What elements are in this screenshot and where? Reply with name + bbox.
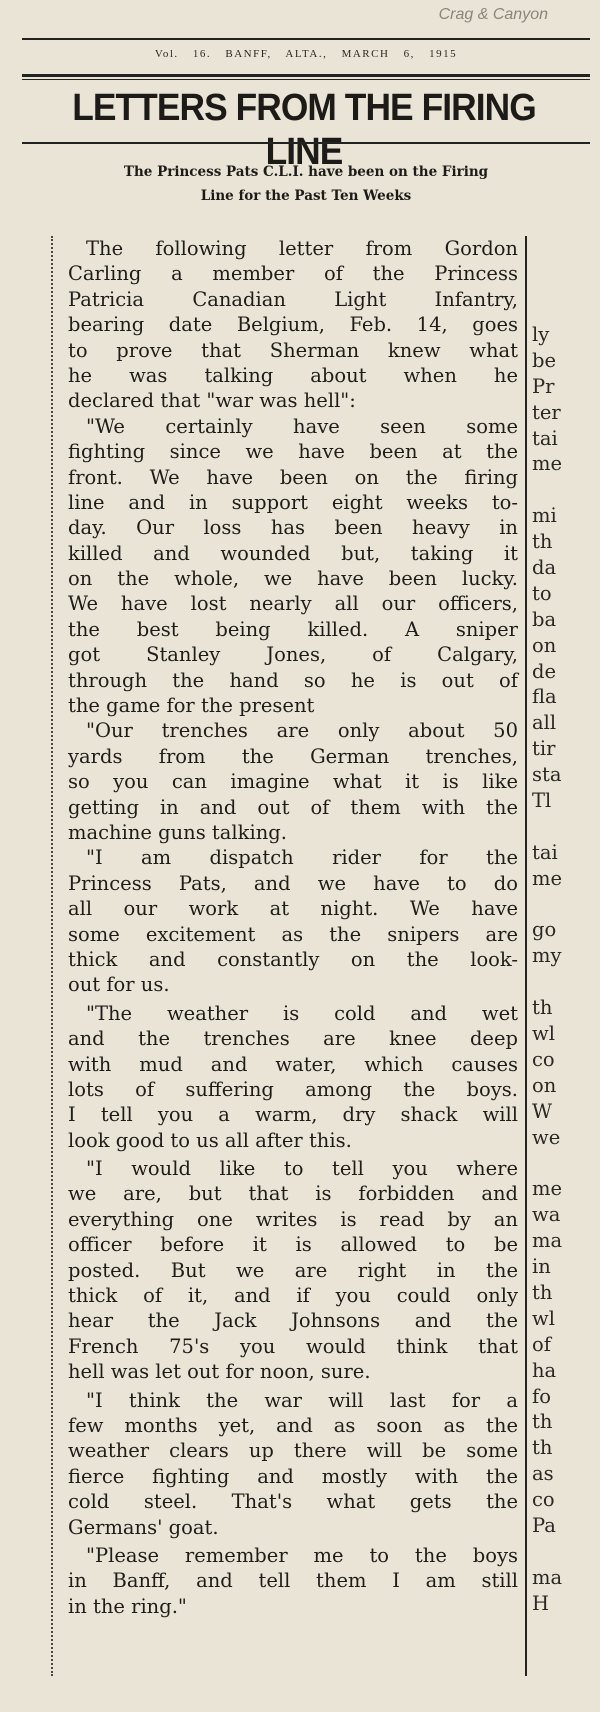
article-line: killed and wounded but, taking it xyxy=(68,541,518,565)
fragment-line: on xyxy=(532,633,557,657)
article-line: Princess Pats, and we have to do xyxy=(68,871,518,895)
right-column-rule xyxy=(525,236,527,1676)
fragment-line: th xyxy=(532,530,553,554)
article-line: "The weather is cold and wet xyxy=(86,1001,518,1025)
fragment-line: th xyxy=(532,996,553,1020)
article-line: bearing date Belgium, Feb. 14, goes xyxy=(68,313,518,337)
article-line: "I would like to tell you where xyxy=(86,1157,518,1181)
article-line: machine guns talking. xyxy=(68,820,287,844)
fragment-line: ba xyxy=(532,607,557,631)
fragment-line: th xyxy=(532,1436,553,1460)
article-line: "Our trenches are only about 50 xyxy=(86,719,518,743)
fragment-line: de xyxy=(532,659,557,683)
fragment-line: ma xyxy=(532,1565,563,1589)
headline-rule xyxy=(22,142,590,144)
fragment-line: H xyxy=(532,1591,550,1615)
fragment-line xyxy=(532,814,596,840)
fragment-line: go xyxy=(532,918,557,942)
article-line: "Please remember me to the boys xyxy=(86,1543,518,1567)
fragment-line: ma xyxy=(532,1229,563,1253)
article-line: cold steel. That's what gets the xyxy=(68,1490,518,1514)
fragment-line: me xyxy=(532,1177,563,1201)
article-line: thick and constantly on the look- xyxy=(68,947,518,971)
article-line: We have lost nearly all our officers, xyxy=(68,592,518,616)
fragment-line: fo xyxy=(532,1384,551,1408)
fragment-line: da xyxy=(532,556,557,580)
dateline-volume: Vol. 16. xyxy=(154,48,212,60)
article-line: French 75's you would think that xyxy=(68,1334,518,1358)
headline: LETTERS FROM THE FIRING LINE xyxy=(72,87,536,173)
article-line: the best being killed. A sniper xyxy=(68,617,518,641)
article-line: he was talking about when he xyxy=(68,363,518,387)
dateline xyxy=(36,48,576,60)
article-line: through the hand so he is out of xyxy=(68,668,518,692)
article-line: everything one writes is read by an xyxy=(68,1207,518,1231)
fragment-line: sta xyxy=(532,763,562,787)
article-line: fighting since we have been at the xyxy=(68,440,518,464)
fragment-line: me xyxy=(532,452,563,476)
subhead-line: The Princess Pats C.L.I. have been on the Firing xyxy=(123,164,489,180)
article-line: in the ring." xyxy=(68,1594,187,1618)
fragment-line: to xyxy=(532,581,552,605)
fragment-line: wl xyxy=(532,1022,555,1046)
fragment-line: Pa xyxy=(532,1513,556,1537)
left-column-rule xyxy=(51,236,53,1676)
article-line: hell was let out for noon, sure. xyxy=(68,1360,371,1384)
dateline-date: MARCH 6, 1915 xyxy=(341,48,458,60)
article-line: we are, but that is forbidden and xyxy=(68,1182,518,1206)
article-line: declared that "war was hell": xyxy=(68,389,356,413)
fragment-line: tai xyxy=(532,840,558,864)
fragment-line: wl xyxy=(532,1306,555,1330)
article-line: and the trenches are knee deep xyxy=(68,1027,518,1051)
article-line: fierce fighting and mostly with the xyxy=(68,1464,518,1488)
article-line: some excitement as the snipers are xyxy=(68,922,518,946)
fragment-line: all xyxy=(532,711,557,735)
fragment-line: in xyxy=(532,1255,551,1279)
article-line: out for us. xyxy=(68,973,170,997)
fragment-line: fla xyxy=(532,685,557,709)
article-line: posted. But we are right in the xyxy=(68,1258,518,1282)
article-line: thick of it, and if you could only xyxy=(68,1284,518,1308)
article-line: with mud and water, which causes xyxy=(68,1052,518,1076)
fragment-line xyxy=(532,1539,596,1565)
fragment-line: ter xyxy=(532,400,561,424)
article-line: got Stanley Jones, of Calgary, xyxy=(68,643,518,667)
fragment-line: be xyxy=(532,348,557,372)
fragment-line: my xyxy=(532,944,562,968)
fragment-line: ly xyxy=(532,323,550,346)
fragment-line: of xyxy=(532,1332,551,1356)
article-line: so you can imagine what it is like xyxy=(68,770,518,794)
article-line: Patricia Canadian Light Infantry, xyxy=(68,287,518,311)
masthead-rule-thin xyxy=(22,79,590,80)
fragment-line xyxy=(532,892,596,918)
article-line: in Banff, and tell them I am still xyxy=(68,1569,518,1593)
subhead xyxy=(26,160,586,208)
fragment-line: co xyxy=(532,1488,555,1512)
fragment-line: Tl xyxy=(532,789,552,813)
article-line: weather clears up there will be some xyxy=(68,1439,518,1463)
article-line: all our work at night. We have xyxy=(68,897,518,921)
article-line: Germans' goat. xyxy=(68,1515,219,1539)
article-line: line and in support eight weeks to- xyxy=(68,490,518,514)
fragment-line: on xyxy=(532,1073,557,1097)
subhead-line: Line for the Past Ten Weeks xyxy=(200,188,412,204)
article-line: officer before it is allowed to be xyxy=(68,1233,518,1257)
article-line: front. We have been on the firing xyxy=(68,465,518,489)
article-line: "I think the war will last for a xyxy=(86,1388,518,1412)
fragment-line: tir xyxy=(532,737,556,761)
fragment-line: as xyxy=(532,1462,554,1486)
fragment-line: tai xyxy=(532,426,558,450)
fragment-line: th xyxy=(532,1280,553,1304)
article-line: The following letter from Gordon xyxy=(86,237,518,260)
fragment-line xyxy=(532,477,596,503)
fragment-line: co xyxy=(532,1047,555,1071)
article-line: hear the Jack Johnsons and the xyxy=(68,1309,518,1333)
fragment-line: Pr xyxy=(532,374,555,398)
fragment-line xyxy=(532,1151,596,1177)
article-line: on the whole, we have been lucky. xyxy=(68,567,518,591)
article-line: look good to us all after this. xyxy=(68,1128,352,1152)
masthead-rule-thick xyxy=(22,74,590,77)
article-line: "We certainly have seen some xyxy=(86,414,518,438)
article-line: day. Our loss has been heavy in xyxy=(68,516,518,540)
article-line: the game for the present xyxy=(68,694,315,718)
article-line: lots of suffering among the boys. xyxy=(68,1077,518,1101)
top-rule xyxy=(22,38,590,40)
fragment-line: mi xyxy=(532,504,557,528)
article-line: to prove that Sherman knew what xyxy=(68,338,518,362)
fragment-line: W xyxy=(532,1099,553,1123)
fragment-line: we xyxy=(532,1125,561,1149)
article-line: getting in and out of them with the xyxy=(68,795,518,819)
article-body xyxy=(68,236,518,1619)
fragment-line: wa xyxy=(532,1203,561,1227)
article-line: I tell you a warm, dry shack will xyxy=(68,1103,518,1127)
article-line: Carling a member of the Princess xyxy=(68,262,518,286)
fragment-line: me xyxy=(532,866,563,890)
source-label: Crag & Canyon xyxy=(438,6,548,23)
fragment-line xyxy=(532,969,596,995)
adjacent-column-fragments xyxy=(532,322,596,1617)
article-line: yards from the German trenches, xyxy=(68,744,518,768)
dateline-place: BANFF, ALTA., xyxy=(225,48,328,60)
article-line: "I am dispatch rider for the xyxy=(86,846,518,870)
fragment-line: ha xyxy=(532,1358,557,1382)
article-line: few months yet, and as soon as the xyxy=(68,1413,518,1437)
fragment-line: th xyxy=(532,1410,553,1434)
